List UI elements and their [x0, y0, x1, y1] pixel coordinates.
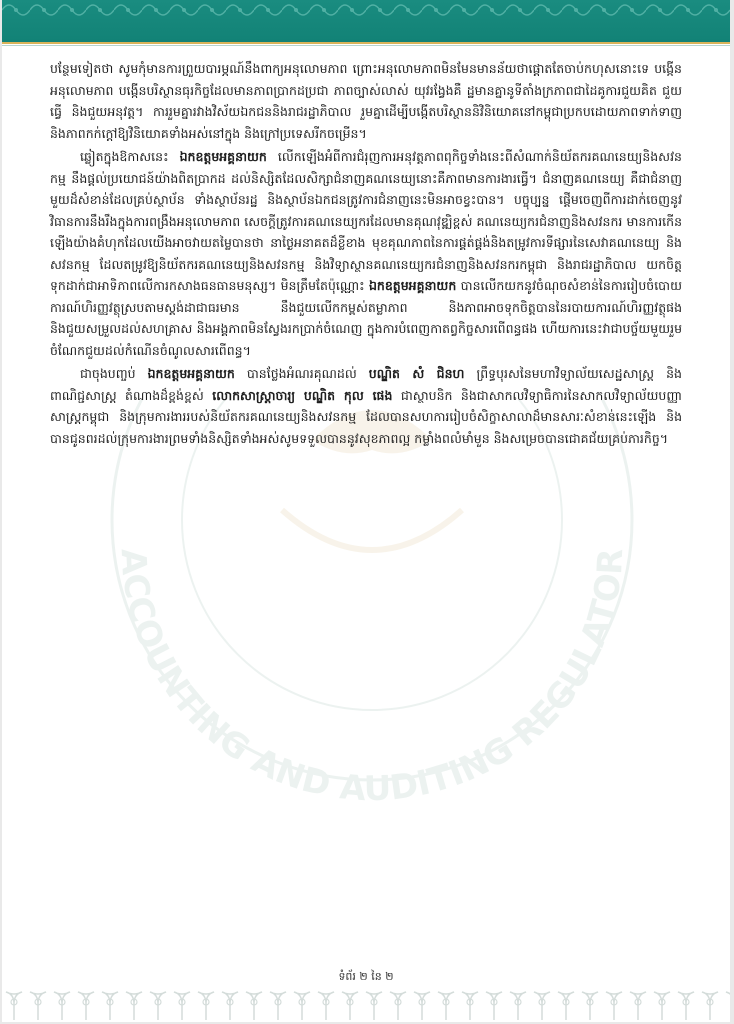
paragraph-3-bold-title: ឯកឧត្តមអគ្គនាយក	[147, 366, 235, 381]
article-body	[50, 58, 682, 451]
paragraph-1	[50, 58, 682, 144]
paragraph-3-after: ជាស្ថាបនិក និងជាសាកលវិទ្យាធិការនៃសាកលវិទ្យាល័យបញ្ញាសាស្ត្រកម្ពុជា និងក្រុមការងាររបស់និយ័តករគណនេយ្យនិងសវនកម្ម ដែលបានសហការរៀបចំសិក្ខាសាលាដ៏មានសារៈសំខាន់នេះឡើង និងបានជូនពរដល់ក្រុមការងារព្រមទាំងនិស្សិតទាំងអស់សូមទទួលបាននូវសុខភាពល្អ កម្លាំងពលំមាំមួន និងសម្រេចបានជោគជ័យគ្រប់ភារកិច្ច។	[50, 387, 682, 446]
paragraph-3-bold-name-2: លោកសាស្ត្រាចារ្យ បណ្ឌិត កុល ផេង	[212, 387, 393, 403]
paragraph-2	[50, 146, 682, 361]
paragraph-2-after: លើកឡើងអំពីការជំរុញការអនុវត្តភាពពុកិច្ចទាំងនេះពីសំណាក់និយ័តករគណនេយ្យនិងសវនកម្ម នឹងផ្ដល់ប្រយោជន៍យ៉ាងពិតប្រាកដ ដល់និស្សិតដែលសិក្សាជំនាញគណនេយ្យនោះគឺភាពមានការងារធ្វើ។ ជំនាញគណនេយ្យ គឺជាជំនាញមួយដ៏សំខាន់ដែលគ្រប់ស្ថាប័ន ទាំងស្ថាប័នរដ្ឋ និងស្ថាប័នឯកជនត្រូវការជំនាញនេះមិនអាចខ្វះបាន។ បច្ចុប្បន្ន ផ្ដើមចេញពីការដាក់ចេញនូវវិធានការនឹងរឹងក្នុងការពង្រឹងអនុលោមភាព សេចក្ដីត្រូវការគណនេយ្យករដែលមានគុណវុឌ្ឍិខ្ពស់ គណនេយ្យករជំនាញនិងសវនករ មានការកើនឡើងយ៉ាងគំហុកដែលយើងអាចវាយតម្លៃបានថា នាថ្ងៃអនាគតដ៏ខ្លីខាង មុខគុណភាពនៃការផ្គត់ផ្គង់និងតម្រូវការទីផ្សារនៃសេវាគណនេយ្យ និងសវនកម្ម ដែលតម្រូវឱ្យនិយ័តករគណនេយ្យនិងសវនកម្ម និងវិទ្យាស្ថានគណនេយ្យករជំនាញនិងសវនករកម្ពុជា និងរាជរដ្ឋាភិបាល យកចិត្តទុកដាក់ជាអាទិភាពលើការកសាងធនធានមនុស្ស។ មិនត្រឹមតែប៉ុណ្ណោះ	[50, 149, 682, 293]
header-band	[2, 0, 730, 42]
paragraph-2-before: ឆ្លៀតក្នុងឱកាសនេះ	[80, 149, 180, 164]
paragraph-3-before: ជាចុងបញ្ចប់	[80, 366, 148, 381]
footer-ornament-pattern	[2, 990, 730, 1022]
paragraph-2-bold-title: ឯកឧត្តមអគ្គនាយក	[179, 149, 267, 164]
document-page	[2, 0, 730, 1022]
paragraph-2-bold-title-2: ឯកឧត្តមអគ្គនាយក	[368, 278, 457, 293]
header-ornament-pattern	[2, 0, 730, 20]
paragraph-3-bold-name-1: បណ្ឌិត សំ ជិនហ	[368, 366, 465, 381]
paragraph-3-mid-2: ព្រឹទ្ធបុរសនៃមហាវិទ្យាល័យសេដ្ឋសាស្ត្រ និងពាណិជ្ជសាស្ត្រ តំណាងដ៏ខ្ពង់ខ្ពស់	[50, 366, 682, 403]
header-divider	[2, 45, 730, 46]
page-number: ទំព័រ ២ នៃ ២	[338, 970, 394, 983]
paragraph-3	[50, 363, 682, 449]
header-gold-line	[2, 42, 730, 44]
watermark-arc-text	[113, 548, 632, 810]
paragraph-1-text: បន្ថែមទៀតថា សូមកុំមានការព្រួយបារម្ភណ៍នឹងពាក្យអនុលោមភាព ព្រោះអនុលោមភាពមិនមែនមានន័យថាផ្ដោតតែចាប់កហុសនោះទេ បង្កើនអនុលោមភាព បង្កើនបរិស្ថានធុរកិច្ចដែលមានភាពប្រាកដប្រជា ភាពច្បាស់លាស់ យុវរង្វែងគឺ ដ្ឋមានគ្នានូទីតាំងក្រភាពជាដៃគូការជួយគិត ជួយធ្វើ និងជួយអនុវត្ត។ ការរួមគ្នារវាងវិស័យឯកជននិងរាជរដ្ឋាភិបាល រួមគ្នាដើម្បីបង្កើតបរិស្ថាននិវិនិយោគនៅកម្ពុជាប្រកបដោយភាពទាក់ទាញ និងភាពកក់ក្ដៅឱ្យវិនិយោគទាំងអស់នៅក្នុង និងក្រៅប្រទេសរីកចម្រើន។	[50, 61, 682, 141]
seal-emblem-icon	[82, 400, 662, 820]
watermark-arc-label: ACCOUNTING AND AUDITING REGULATOR	[112, 547, 632, 810]
paragraph-3-mid: បានថ្លែងអំណរគុណដល់	[234, 366, 369, 381]
paragraph-2-after-2: បានលើកយកនូវចំណុចសំខាន់នៃការរៀបចំបោយការណ៍ហិរញ្ញវត្ថុស្របតាមស្តង់ដាជាធរមាន នឹងជួយលើកកម្ពស់តម្លាភាព និងភាពអាចទុកចិត្តបាននៃរបាយការណ៍ហិរញ្ញវត្ថុផង និងជួយសម្រួលដល់សហគ្រាស និងអង្គភាពមិនស្វែងរកប្រាក់ចំណេញ ក្នុងការបំពេញកាតព្វកិច្ចសារពើពន្ធផង ហើយការនេះវាជាបច្ច័យមួយរួមចំណែកជួយដល់កំណើនចំណូលសារពើពន្ធ។	[50, 278, 682, 358]
